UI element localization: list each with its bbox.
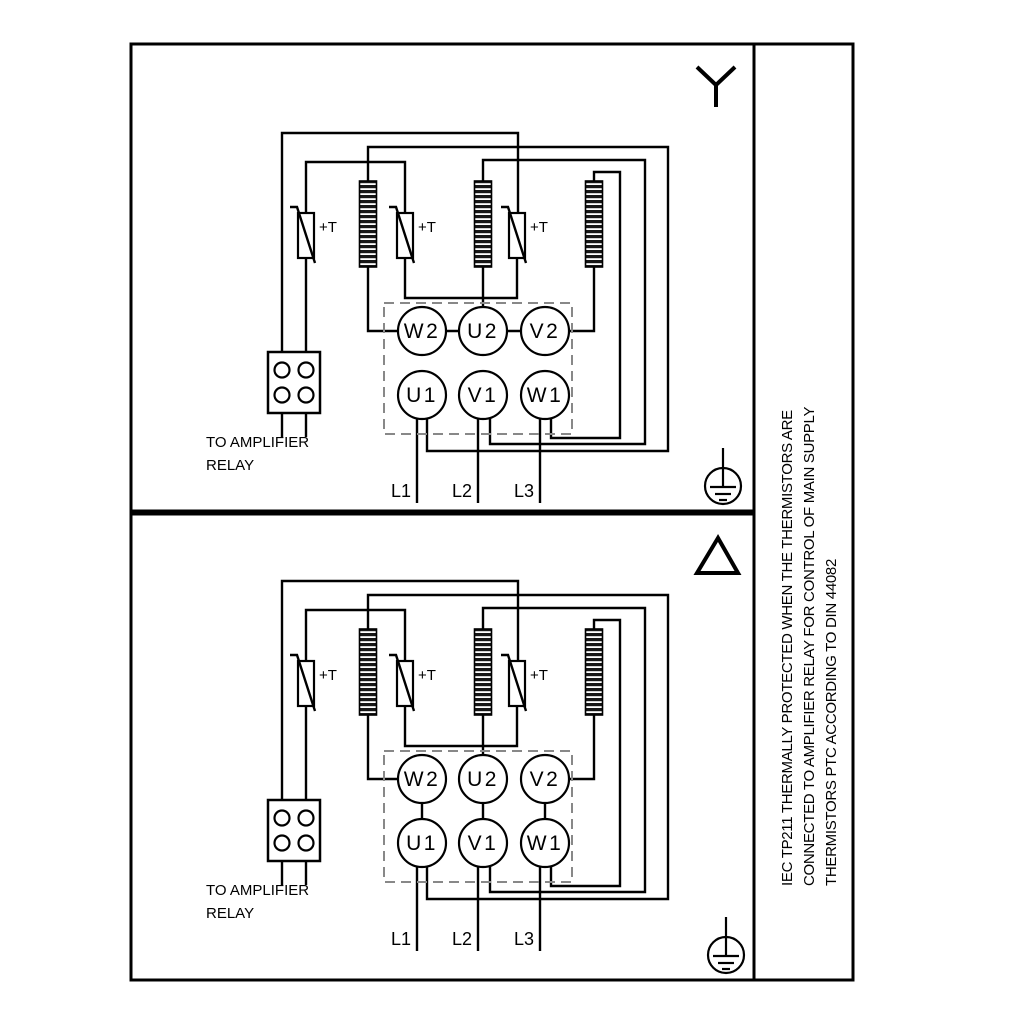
motor-winding-2 bbox=[475, 181, 492, 267]
relay-terminal bbox=[299, 836, 314, 851]
relay-terminal bbox=[299, 363, 314, 378]
motor-winding-1 bbox=[360, 181, 377, 267]
side-note-line3: THERMISTORS PTC ACCORDING TO DIN 44082 bbox=[823, 558, 840, 886]
supply-label-l1: L1 bbox=[390, 481, 411, 501]
relay-caption-line2: RELAY bbox=[206, 905, 255, 922]
terminal-label-v2: V2 bbox=[529, 768, 561, 791]
terminal-label-w1: W1 bbox=[526, 832, 564, 855]
side-note-line2: CONNECTED TO AMPLIFIER RELAY FOR CONTROL OF MAIN SUPPLY bbox=[801, 406, 818, 886]
supply-label-l2: L2 bbox=[451, 929, 472, 949]
relay-terminal bbox=[275, 363, 290, 378]
supply-label-l3: L3 bbox=[513, 929, 534, 949]
thermistor-label: +T bbox=[319, 219, 337, 236]
terminal-label-u2: U2 bbox=[467, 768, 499, 791]
thermistor-label: +T bbox=[319, 667, 337, 684]
relay-caption-line1: TO AMPLIFIER bbox=[206, 882, 310, 899]
terminal-label-w2: W2 bbox=[403, 768, 441, 791]
relay-terminal bbox=[275, 836, 290, 851]
relay-terminal bbox=[299, 811, 314, 826]
relay-caption-line1: TO AMPLIFIER bbox=[206, 434, 310, 451]
terminal-label-v1: V1 bbox=[467, 832, 499, 855]
thermistor-label: +T bbox=[530, 667, 548, 684]
terminal-label-u1: U1 bbox=[406, 384, 438, 407]
terminal-label-u2: U2 bbox=[467, 320, 499, 343]
motor-winding-2 bbox=[475, 629, 492, 715]
terminal-label-v1: V1 bbox=[467, 384, 499, 407]
side-note-line1: IEC TP211 THERMALLY PROTECTED WHEN THE THERMISTORS ARE bbox=[779, 410, 796, 886]
relay-caption-line2: RELAY bbox=[206, 457, 255, 474]
thermistor-label: +T bbox=[418, 219, 436, 236]
supply-label-l3: L3 bbox=[513, 481, 534, 501]
relay-terminal bbox=[275, 811, 290, 826]
motor-winding-3 bbox=[586, 181, 603, 267]
relay-terminal bbox=[299, 388, 314, 403]
supply-label-l2: L2 bbox=[451, 481, 472, 501]
motor-winding-1 bbox=[360, 629, 377, 715]
relay-terminal-box bbox=[268, 352, 320, 413]
motor-winding-3 bbox=[586, 629, 603, 715]
terminal-label-v2: V2 bbox=[529, 320, 561, 343]
terminal-label-w2: W2 bbox=[403, 320, 441, 343]
supply-label-l1: L1 bbox=[390, 929, 411, 949]
thermistor-label: +T bbox=[530, 219, 548, 236]
terminal-label-u1: U1 bbox=[406, 832, 438, 855]
relay-terminal bbox=[275, 388, 290, 403]
terminal-label-w1: W1 bbox=[526, 384, 564, 407]
relay-terminal-box bbox=[268, 800, 320, 861]
thermistor-label: +T bbox=[418, 667, 436, 684]
